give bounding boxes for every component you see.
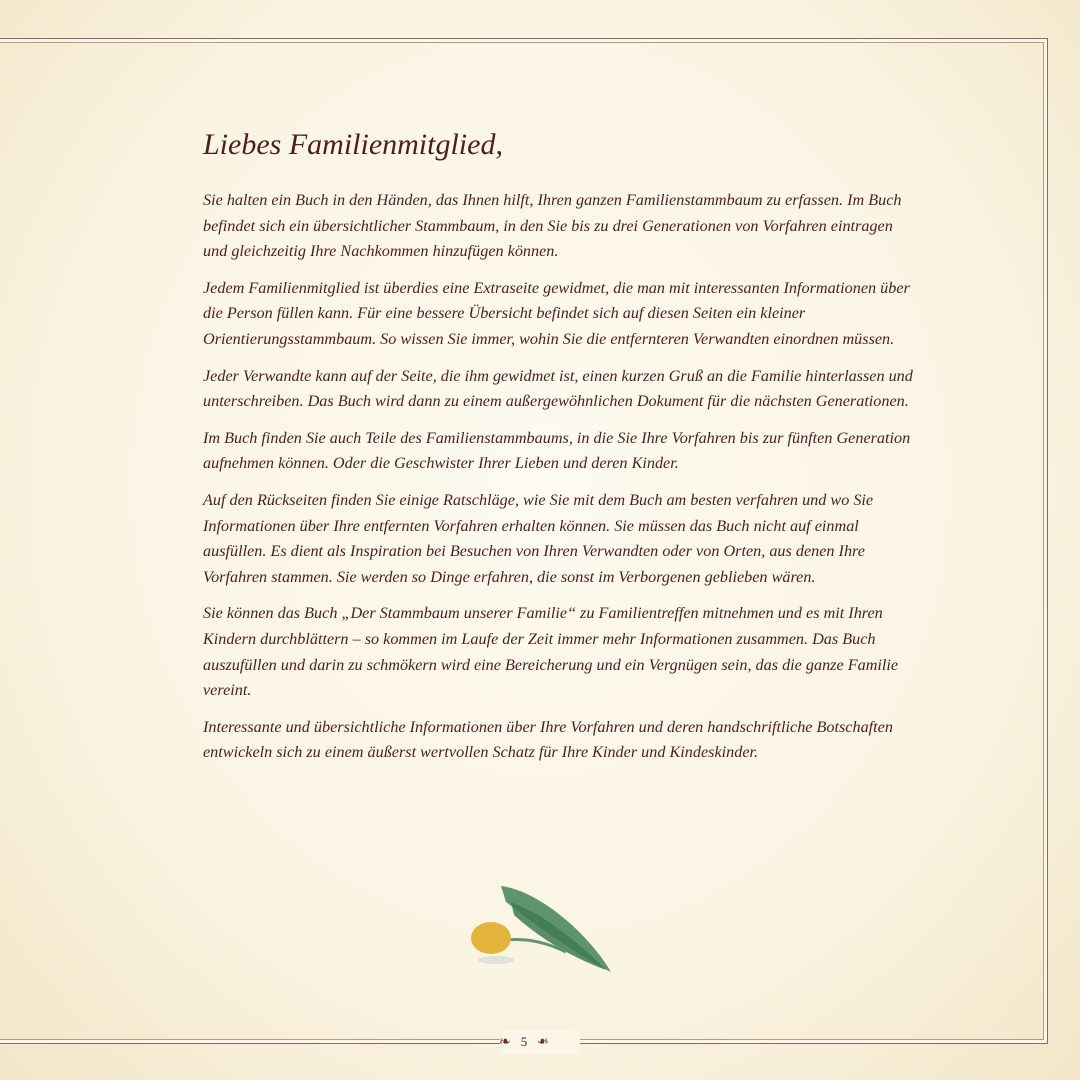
paragraph: Auf den Rückseiten finden Sie einige Ratschläge, wie Sie mit dem Buch am besten verfahren und wo Sie Informationen über Ihre entfernten Vorfahren erhalten können. Sie müssen das Buch nicht auf einmal ausfüllen. Es dient als Inspiration bei Besuchen von Ihren Verwandten oder von Orten, aus denen Ihre Vorfahren stammen. Sie werden so Dinge erfahren, die sonst im Verborgenen geblieben wären. bbox=[203, 490, 874, 586]
right-flourish-icon: ❧ bbox=[537, 1034, 549, 1050]
tulip-shadow bbox=[478, 956, 514, 964]
paragraph: Interessante und übersichtliche Informationen über Ihre Vorfahren und deren handschriftliche Botschaften entwickeln sich zu einem äußerst wertvollen Schatz für Ihre Kinder und Kindeskinder. bbox=[203, 717, 893, 762]
tulip-illustration bbox=[466, 880, 616, 980]
paragraph: Im Buch finden Sie auch Teile des Familienstammbaums, in die Sie Ihre Vorfahren bis zur fünften Generation aufnehmen können. Oder die Geschwister Ihrer Lieben und deren Kinder. bbox=[203, 428, 911, 473]
letter-body bbox=[203, 188, 915, 777]
tulip-bud bbox=[471, 922, 511, 954]
tulip-leaf bbox=[511, 902, 606, 970]
left-flourish-icon: ❧ bbox=[499, 1034, 511, 1050]
paragraph: Sie können das Buch „Der Stammbaum unserer Familie“ zu Familientreffen mitnehmen und es mit Ihren Kindern durchblättern – so kommen im Laufe der Zeit immer mehr Informationen zusammen. Das Buch auszufüllen und darin zu schmökern wird eine Bereicherung und ein Vergnügen sein, das die ganze Familie vereint. bbox=[203, 604, 899, 700]
page-number: 5 bbox=[520, 1034, 528, 1049]
page-title: Liebes Familienmitglied, bbox=[203, 128, 503, 161]
page-footer bbox=[0, 1034, 1048, 1050]
paragraph: Jeder Verwandte kann auf der Seite, die ihm gewidmet ist, einen kurzen Gruß an die Familie hinterlassen und unterschreiben. Das Buch wird dann zu einem außergewöhnlichen Dokument für die nächsten Generationen. bbox=[203, 366, 913, 411]
paragraph: Sie halten ein Buch in den Händen, das Ihnen hilft, Ihren ganzen Familienstammbaum zu erfassen. Im Buch befindet sich ein übersichtlicher Stammbaum, in den Sie bis zu drei Generationen von Vorfahren eintragen und gleichzeitig Ihre Nachkommen hinzufügen können. bbox=[203, 191, 902, 261]
paragraph: Jedem Familienmitglied ist überdies eine Extraseite gewidmet, die man mit interessanten Informationen über die Person füllen kann. Für eine bessere Übersicht befindet sich auf diesen Seiten ein kleiner Orientierungsstammbaum. So wissen Sie immer, wohin Sie die entfernteren Verwandten einordnen müssen. bbox=[203, 278, 910, 348]
